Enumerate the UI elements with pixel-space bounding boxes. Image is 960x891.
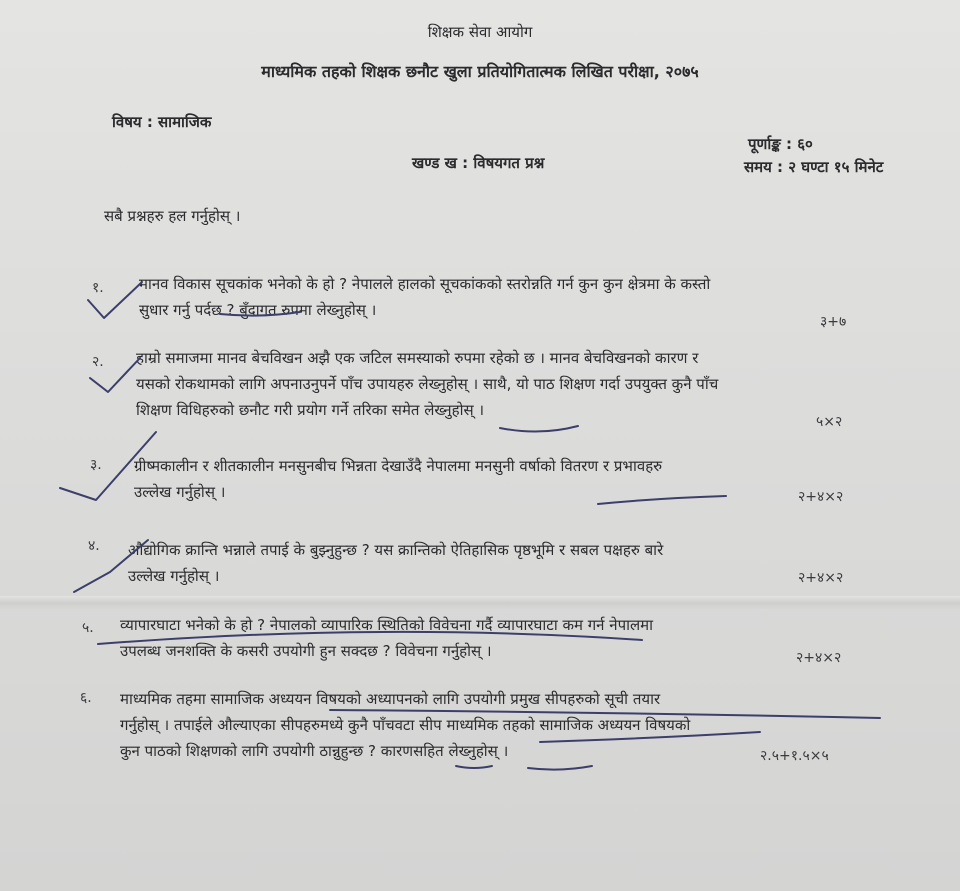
question-marks: २+४×२ [796, 650, 842, 666]
exam-title: माध्यमिक तहको शिक्षक छनौट खुला प्रतियोगितात्मक लिखित परीक्षा, २०७५ [261, 62, 699, 81]
question-marks: २+४×२ [798, 570, 844, 586]
question-line: उल्लेख गर्नुहोस् । [134, 483, 226, 501]
instruction: सबै प्रश्नहरु हल गर्नुहोस् । [104, 207, 241, 225]
paper-fold [0, 596, 960, 610]
question-marks: २.५+१.५×५ [760, 748, 829, 764]
section-title: खण्ड ख : विषयगत प्रश्न [412, 154, 545, 172]
question-text [139, 271, 710, 323]
question-line: औद्योगिक क्रान्ति भन्नाले तपाई के बुझ्नुहुन्छ ? यस क्रान्तिको ऐतिहासिक पृष्ठभूमि र सबल पक्षहरु बारे [128, 541, 664, 559]
question-text [120, 612, 653, 664]
question-number: २. [92, 354, 104, 370]
question-number: ६. [80, 690, 92, 706]
question-text [128, 537, 663, 589]
question-line: गर्नुहोस् । तपाईले औल्याएका सीपहरुमध्ये कुनै पाँचवटा सीप माध्यमिक तहको सामाजिक अध्ययन विषयको [120, 716, 691, 734]
question-line: उपलब्ध जनशक्ति के कसरी उपयोगी हुन सक्दछ ? विवेचना गर्नुहोस् । [120, 642, 492, 660]
question-line: उल्लेख गर्नुहोस् । [128, 567, 220, 585]
question-line: शिक्षण विधिहरुको छनौट गरी प्रयोग गर्ने तरिका समेत लेख्नुहोस् । [136, 401, 485, 419]
question-line: यसको रोकथामको लागि अपनाउनुपर्ने पाँच उपायहरु लेख्नुहोस् । साथै, यो पाठ शिक्षण गर्दा उपयुक्त कुनै पाँच [136, 375, 719, 393]
question-line: हाम्रो समाजमा मानव बेचविखन अझै एक जटिल समस्याको रुपमा रहेको छ । मानव बेचविखनको कारण र [136, 349, 699, 367]
question-text [136, 345, 718, 423]
question-number: ३. [90, 457, 102, 473]
question-text [134, 453, 662, 505]
org-name: शिक्षक सेवा आयोग [427, 23, 533, 41]
question-line: ग्रीष्मकालीन र शीतकालीन मनसुनबीच भिन्नता देखाउँदै नेपालमा मनसुनी वर्षाको वितरण र प्रभावहरु [134, 457, 663, 475]
question-marks: ५×२ [816, 414, 843, 430]
question-line: व्यापारघाटा भनेको के हो ? नेपालको व्यापारिक स्थितिको विवेचना गर्दै व्यापारघाटा कम गर्न नेपालमा [120, 616, 654, 634]
question-text [120, 686, 690, 764]
exam-time: समय : २ घण्टा १५ मिनेट [744, 158, 884, 176]
subject-label: विषय : सामाजिक [112, 113, 212, 131]
question-line: मानव विकास सूचकांक भनेको के हो ? नेपालले हालको सूचकांकको स्तरोन्नति गर्न कुन कुन क्षेत्रमा के कस्तो [139, 275, 711, 293]
question-line: माध्यमिक तहमा सामाजिक अध्ययन विषयको अध्यापनको लागि उपयोगी प्रमुख सीपहरुको सूची तयार [120, 690, 661, 708]
question-number: १. [92, 280, 104, 296]
question-marks: २+४×२ [798, 489, 844, 505]
question-number: ५. [82, 620, 94, 636]
question-line: कुन पाठको शिक्षणको लागि उपयोगी ठान्नुहुन्छ ? कारणसहित लेख्नुहोस् । [120, 742, 509, 760]
full-marks: पूर्णाङ्क : ६० [748, 135, 813, 153]
question-marks: ३+७ [820, 314, 847, 330]
question-number: ४. [88, 538, 100, 554]
question-line: सुधार गर्नु पर्दछ ? बुँदागत रुपमा लेख्नुहोस् । [139, 301, 377, 319]
